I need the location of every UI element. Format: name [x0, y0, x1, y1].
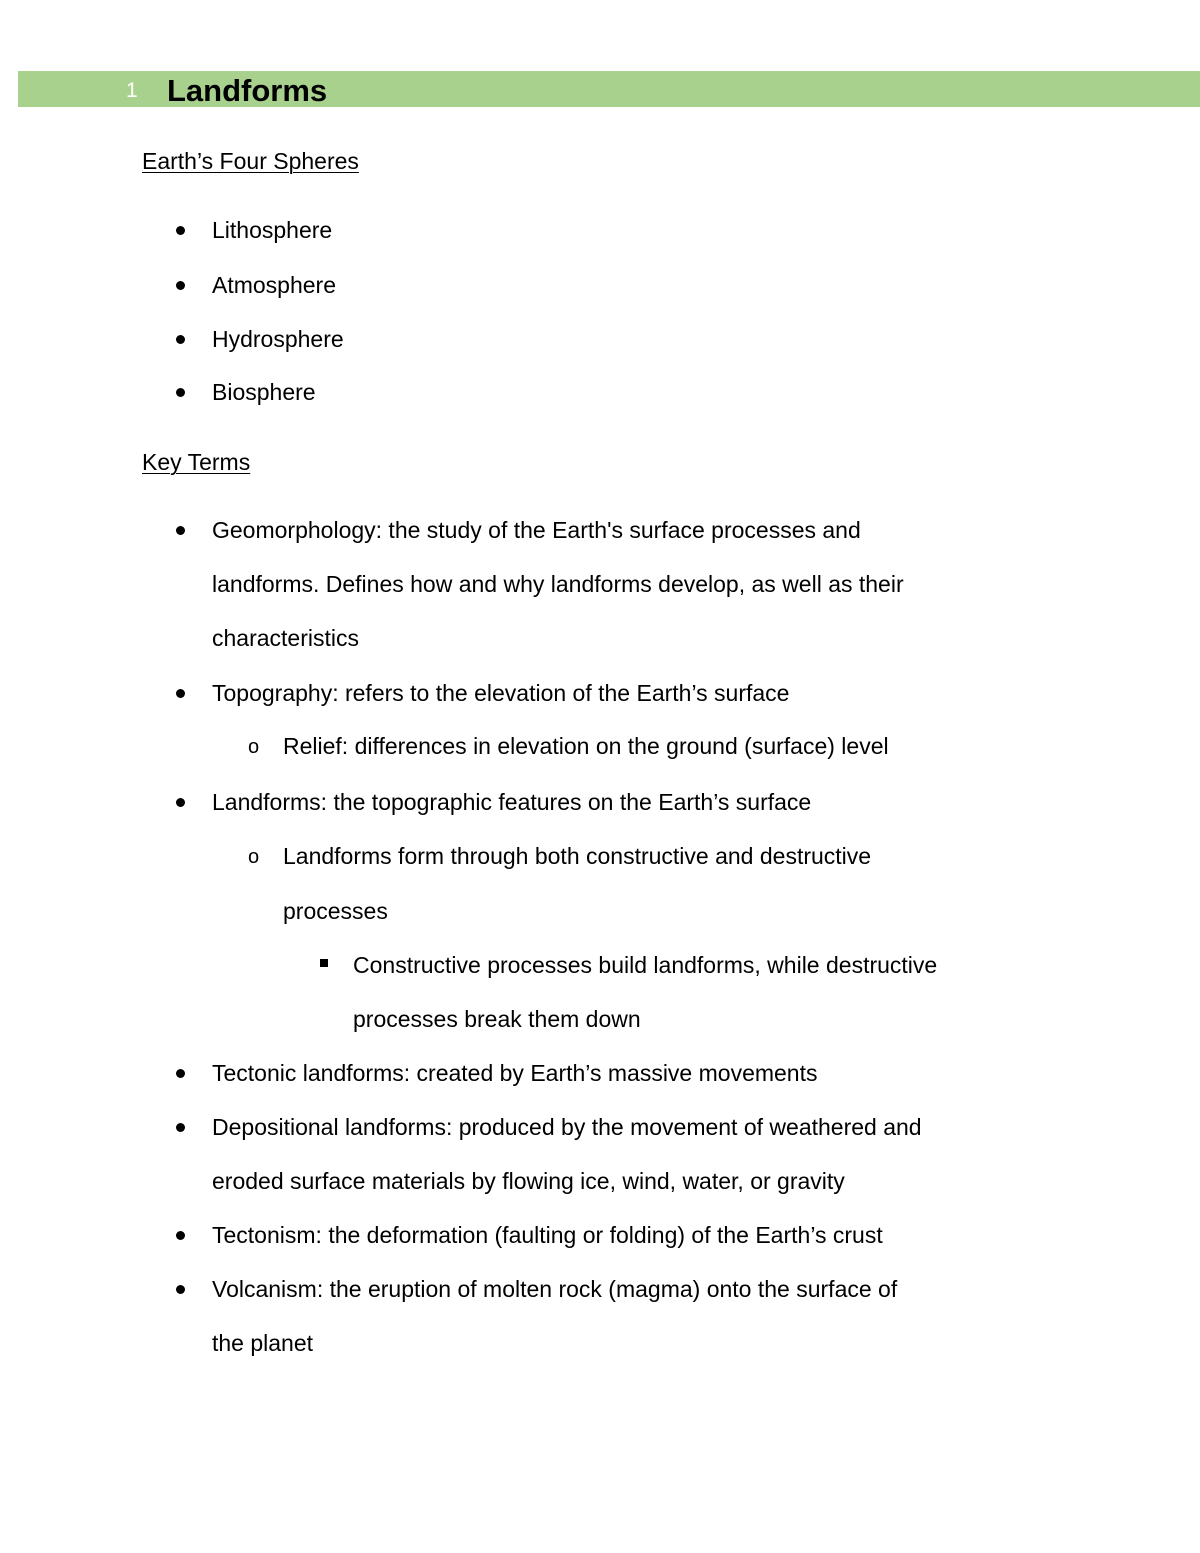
bullet-disc-icon	[176, 1231, 185, 1240]
bullet-circle-icon: o	[248, 846, 260, 868]
list-item-geomorphology-line-3: characteristics	[212, 625, 359, 651]
bullet-circle-icon: o	[248, 736, 260, 758]
list-item-tectonic: Tectonic landforms: created by Earth’s massive movements	[212, 1060, 818, 1086]
bullet-disc-icon	[176, 226, 185, 235]
list-item: Lithosphere	[212, 217, 333, 243]
list-item-landforms: Landforms: the topographic features on the Earth’s surface	[212, 789, 812, 815]
bullet-disc-icon	[176, 1285, 185, 1294]
bullet-disc-icon	[176, 1069, 185, 1078]
heading-number: 1	[126, 79, 138, 102]
list-item-constructive-line-2: processes break them down	[353, 1006, 641, 1032]
list-item-depositional-line-1: Depositional landforms: produced by the movement of weathered and	[212, 1114, 922, 1140]
bullet-square-icon	[320, 959, 328, 967]
bullet-disc-icon	[176, 798, 185, 807]
list-item: Atmosphere	[212, 272, 337, 298]
list-item-landforms-sub-line-1: Landforms form through both constructive and destructive	[283, 843, 872, 869]
list-item: Biosphere	[212, 379, 316, 405]
bullet-disc-icon	[176, 388, 185, 397]
section-heading-key-terms: Key Terms	[142, 449, 251, 475]
list-item-tectonism: Tectonism: the deformation (faulting or folding) of the Earth’s crust	[212, 1222, 883, 1248]
list-item-landforms-sub-line-2: processes	[283, 898, 388, 924]
list-item-constructive-line-1: Constructive processes build landforms, while destructive	[353, 952, 938, 978]
list-item-geomorphology-line-2: landforms. Defines how and why landforms develop, as well as their	[212, 571, 904, 597]
list-item-volcanism-line-1: Volcanism: the eruption of molten rock (magma) onto the surface of	[212, 1276, 898, 1302]
list-item-depositional-line-2: eroded surface materials by flowing ice, wind, water, or gravity	[212, 1168, 845, 1194]
section-heading-spheres: Earth’s Four Spheres	[142, 148, 359, 174]
page-title: Landforms	[167, 73, 328, 108]
bullet-disc-icon	[176, 1123, 185, 1132]
bullet-disc-icon	[176, 335, 185, 344]
list-item-volcanism-line-2: the planet	[212, 1330, 314, 1356]
bullet-disc-icon	[176, 526, 185, 535]
list-item-relief: Relief: differences in elevation on the ground (surface) level	[283, 733, 889, 759]
bullet-disc-icon	[176, 281, 185, 290]
bullet-disc-icon	[176, 689, 185, 698]
list-item-geomorphology-line-1: Geomorphology: the study of the Earth's surface processes and	[212, 517, 861, 543]
list-item-topography: Topography: refers to the elevation of the Earth’s surface	[212, 680, 790, 706]
list-item: Hydrosphere	[212, 326, 344, 352]
